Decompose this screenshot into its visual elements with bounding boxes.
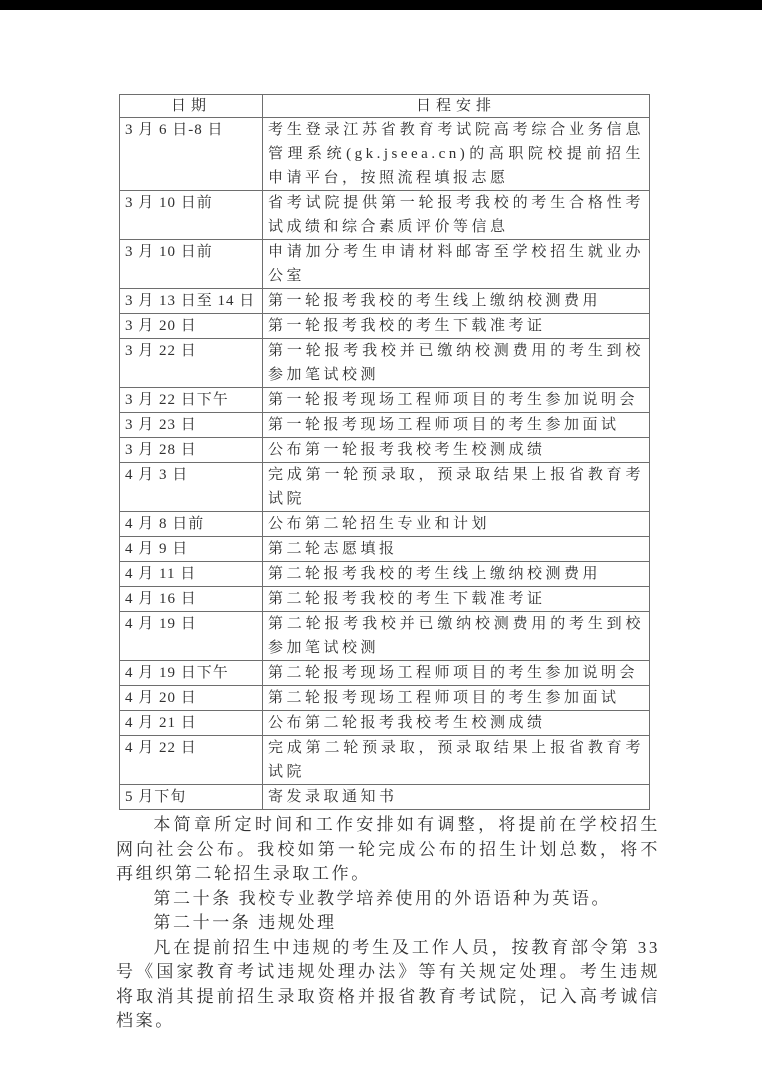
table-row <box>120 438 650 463</box>
date-cell: 4 月 21 日 <box>120 711 263 736</box>
schedule-cell: 完成第一轮预录取，预录取结果上报省教育考试院 <box>263 463 650 512</box>
date-cell: 3 月 28 日 <box>120 438 263 463</box>
date-cell: 3 月 6 日-8 日 <box>120 118 263 191</box>
schedule-cell: 第一轮报考现场工程师项目的考生参加面试 <box>263 413 650 438</box>
schedule-cell: 第二轮报考我校的考生下载准考证 <box>263 587 650 612</box>
date-cell: 4 月 3 日 <box>120 463 263 512</box>
table-row <box>120 388 650 413</box>
date-cell: 3 月 10 日前 <box>120 240 263 289</box>
date-cell: 3 月 10 日前 <box>120 191 263 240</box>
date-cell: 4 月 19 日 <box>120 612 263 661</box>
schedule-cell: 第二轮报考现场工程师项目的考生参加面试 <box>263 686 650 711</box>
table-row <box>120 661 650 686</box>
table-row <box>120 191 650 240</box>
table-row <box>120 289 650 314</box>
schedule-cell: 申请加分考生申请材料邮寄至学校招生就业办公室 <box>263 240 650 289</box>
date-cell: 4 月 9 日 <box>120 537 263 562</box>
date-cell: 3 月 20 日 <box>120 314 263 339</box>
scanned-document-page <box>0 10 762 1080</box>
schedule-cell: 第二轮报考现场工程师项目的考生参加说明会 <box>263 661 650 686</box>
date-cell: 4 月 22 日 <box>120 736 263 785</box>
scan-edge-bar <box>0 0 762 10</box>
date-cell: 4 月 20 日 <box>120 686 263 711</box>
table-row <box>120 240 650 289</box>
table-row <box>120 118 650 191</box>
table-row <box>120 612 650 661</box>
table-row <box>120 736 650 785</box>
schedule-cell: 省考试院提供第一轮报考我校的考生合格性考试成绩和综合素质评价等信息 <box>263 191 650 240</box>
schedule-cell: 第二轮志愿填报 <box>263 537 650 562</box>
schedule-cell: 公布第一轮报考我校考生校测成绩 <box>263 438 650 463</box>
table-row <box>120 587 650 612</box>
date-cell: 4 月 19 日下午 <box>120 661 263 686</box>
table-row <box>120 314 650 339</box>
schedule-cell: 第二轮报考我校的考生线上缴纳校测费用 <box>263 562 650 587</box>
date-cell: 5 月下旬 <box>120 785 263 810</box>
table-row <box>120 711 650 736</box>
schedule-table-body <box>120 118 650 810</box>
schedule-cell: 第一轮报考现场工程师项目的考生参加说明会 <box>263 388 650 413</box>
date-cell: 4 月 8 日前 <box>120 512 263 537</box>
schedule-cell: 第二轮报考我校并已缴纳校测费用的考生到校参加笔试校测 <box>263 612 650 661</box>
paragraph-violation-handling: 凡在提前招生中违规的考生及工作人员，按教育部令第 33 号《国家教育考试违规处理办法》等有关规定处理。考生违规将取消其提前招生录取资格并报省教育考试院，记入高考诚信档案。 <box>116 937 660 1030</box>
schedule-table <box>119 94 650 810</box>
table-row <box>120 537 650 562</box>
table-row <box>120 562 650 587</box>
schedule-cell: 第一轮报考我校的考生下载准考证 <box>263 314 650 339</box>
paragraph-article-20: 第二十条 我校专业教学培养使用的外语语种为英语。 <box>153 888 612 908</box>
schedule-cell: 第一轮报考我校的考生线上缴纳校测费用 <box>263 289 650 314</box>
table-row <box>120 686 650 711</box>
schedule-column-header: 日程安排 <box>263 95 650 118</box>
schedule-cell: 公布第二轮招生专业和计划 <box>263 512 650 537</box>
date-cell: 4 月 16 日 <box>120 587 263 612</box>
date-cell: 3 月 22 日下午 <box>120 388 263 413</box>
table-header-row <box>120 95 650 118</box>
table-row <box>120 339 650 388</box>
schedule-cell: 寄发录取通知书 <box>263 785 650 810</box>
date-cell: 4 月 11 日 <box>120 562 263 587</box>
date-column-header: 日期 <box>120 95 263 118</box>
date-cell: 3 月 22 日 <box>120 339 263 388</box>
date-cell: 3 月 13 日至 14 日 <box>120 289 263 314</box>
notes-section <box>116 813 660 1034</box>
table-row <box>120 785 650 810</box>
schedule-cell: 公布第二轮报考我校考生校测成绩 <box>263 711 650 736</box>
schedule-cell: 考生登录江苏省教育考试院高考综合业务信息管理系统(gk.jseea.cn)的高职院校提前招生申请平台，按照流程填报志愿 <box>263 118 650 191</box>
paragraph-article-21: 第二十一条 违规处理 <box>153 913 337 932</box>
table-row <box>120 413 650 438</box>
schedule-cell: 完成第二轮预录取，预录取结果上报省教育考试院 <box>263 736 650 785</box>
schedule-cell: 第一轮报考我校并已缴纳校测费用的考生到校参加笔试校测 <box>263 339 650 388</box>
date-cell: 3 月 23 日 <box>120 413 263 438</box>
paragraph-adjustment-note: 本简章所定时间和工作安排如有调整，将提前在学校招生网向社会公布。我校如第一轮完成公布的招生计划总数，将不再组织第二轮招生录取工作。 <box>116 815 660 883</box>
table-row <box>120 512 650 537</box>
table-row <box>120 463 650 512</box>
